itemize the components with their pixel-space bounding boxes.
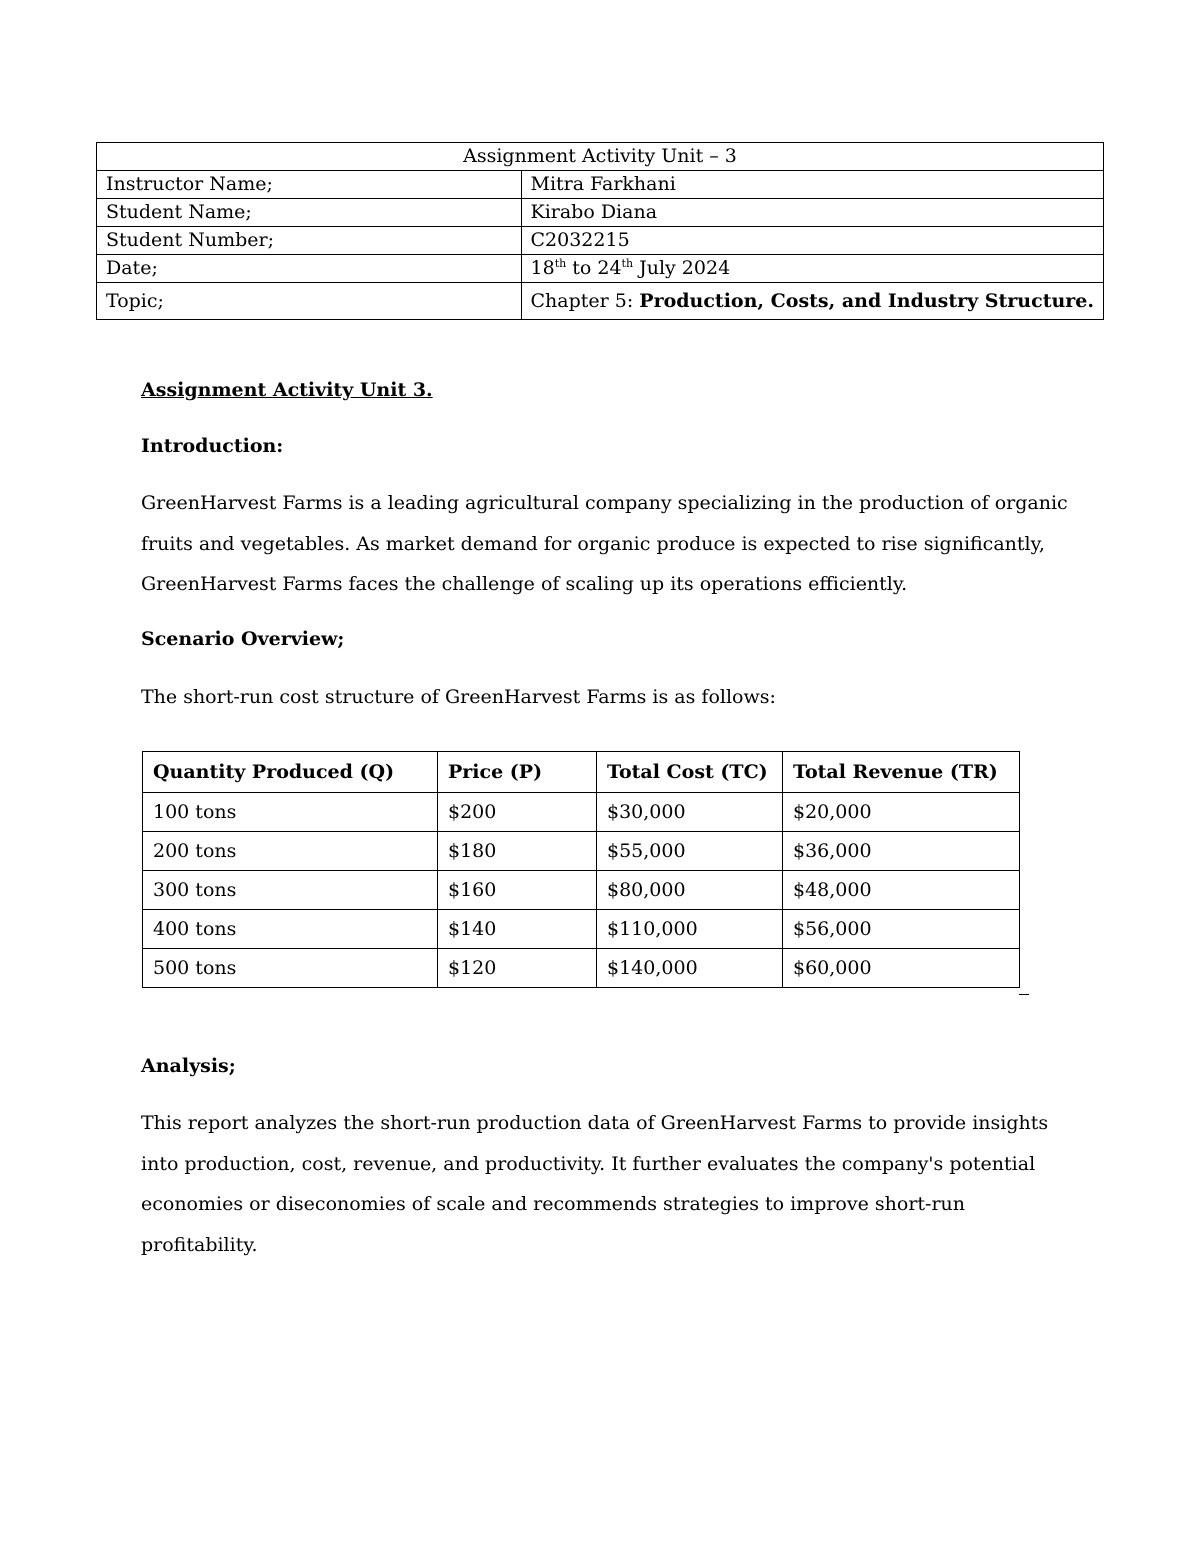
student-number-value: C2032215 — [521, 227, 1104, 255]
date-start-day: 18 — [530, 257, 555, 279]
intro-line: GreenHarvest Farms faces the challenge of scaling up its operations efficiently. — [141, 573, 908, 595]
table-row — [143, 949, 1020, 988]
total-revenue-cell: $56,000 — [783, 910, 1020, 949]
table-row — [143, 793, 1020, 832]
introduction-heading: Introduction: — [141, 435, 284, 457]
table-row — [143, 910, 1020, 949]
instructor-label: Instructor Name; — [97, 171, 522, 199]
introduction-heading-block — [141, 437, 1071, 456]
analysis-line: profitability. — [141, 1233, 258, 1256]
table-row — [143, 871, 1020, 910]
total-revenue-cell: $36,000 — [783, 832, 1020, 871]
student-number-label: Student Number; — [97, 227, 522, 255]
date-label: Date; — [97, 255, 522, 283]
analysis-heading: Analysis; — [141, 1055, 236, 1077]
analysis-heading-block — [141, 1057, 1071, 1076]
total-revenue-cell: $48,000 — [783, 871, 1020, 910]
info-row-date — [97, 255, 1104, 283]
assignment-title: Assignment Activity Unit – 3 — [97, 143, 1104, 171]
info-row-instructor — [97, 171, 1104, 199]
date-value — [521, 255, 1104, 283]
scenario-heading: Scenario Overview; — [141, 628, 345, 650]
cost-structure-table — [142, 751, 1020, 988]
column-header: Total Revenue (TR) — [783, 752, 1020, 793]
scenario-paragraph — [141, 677, 1071, 718]
scenario-text: The short-run cost structure of GreenHarvest Farms is as follows: — [141, 686, 776, 708]
table-header-row — [143, 752, 1020, 793]
column-header: Price (P) — [438, 752, 597, 793]
info-title-row — [97, 143, 1104, 171]
quantity-cell: 200 tons — [143, 832, 438, 871]
analysis-line: into production, cost, revenue, and productivity. It further evaluates the company's potential — [141, 1152, 1036, 1175]
price-cell: $200 — [438, 793, 597, 832]
date-start-suffix: th — [554, 257, 567, 270]
assignment-info-table — [96, 142, 1104, 320]
topic-label: Topic; — [97, 283, 522, 320]
total-cost-cell: $80,000 — [597, 871, 783, 910]
table-border-extension — [1019, 994, 1029, 995]
table-row — [143, 832, 1020, 871]
date-rest: July 2024 — [633, 257, 731, 279]
topic-title: Production, Costs, and Industry Structure. — [639, 289, 1094, 312]
total-cost-cell: $30,000 — [597, 793, 783, 832]
info-row-student-name — [97, 199, 1104, 227]
instructor-value: Mitra Farkhani — [521, 171, 1104, 199]
analysis-line: This report analyzes the short-run production data of GreenHarvest Farms to provide insights — [141, 1112, 1049, 1134]
analysis-line: economies or diseconomies of scale and recommends strategies to improve short-run — [141, 1193, 966, 1215]
document-heading: Assignment Activity Unit 3. — [141, 379, 433, 401]
info-row-topic — [97, 283, 1104, 320]
student-name-label: Student Name; — [97, 199, 522, 227]
analysis-paragraph — [141, 1103, 1071, 1265]
column-header: Quantity Produced (Q) — [143, 752, 438, 793]
info-row-student-number — [97, 227, 1104, 255]
date-middle: to 24 — [566, 257, 622, 279]
intro-line: fruits and vegetables. As market demand for organic produce is expected to rise significantly, — [141, 532, 1045, 555]
document-heading-block — [141, 381, 1071, 400]
student-name-value: Kirabo Diana — [521, 199, 1104, 227]
total-cost-cell: $110,000 — [597, 910, 783, 949]
price-cell: $160 — [438, 871, 597, 910]
price-cell: $120 — [438, 949, 597, 988]
quantity-cell: 400 tons — [143, 910, 438, 949]
total-revenue-cell: $60,000 — [783, 949, 1020, 988]
quantity-cell: 100 tons — [143, 793, 438, 832]
topic-prefix: Chapter 5: — [530, 289, 640, 312]
topic-value — [521, 283, 1104, 320]
quantity-cell: 300 tons — [143, 871, 438, 910]
total-cost-cell: $55,000 — [597, 832, 783, 871]
scenario-heading-block — [141, 630, 1071, 649]
total-cost-cell: $140,000 — [597, 949, 783, 988]
intro-line: GreenHarvest Farms is a leading agricultural company specializing in the production of organic — [141, 492, 1068, 514]
price-cell: $140 — [438, 910, 597, 949]
column-header: Total Cost (TC) — [597, 752, 783, 793]
date-end-suffix: th — [621, 257, 634, 270]
quantity-cell: 500 tons — [143, 949, 438, 988]
total-revenue-cell: $20,000 — [783, 793, 1020, 832]
introduction-paragraph — [141, 483, 1071, 605]
price-cell: $180 — [438, 832, 597, 871]
